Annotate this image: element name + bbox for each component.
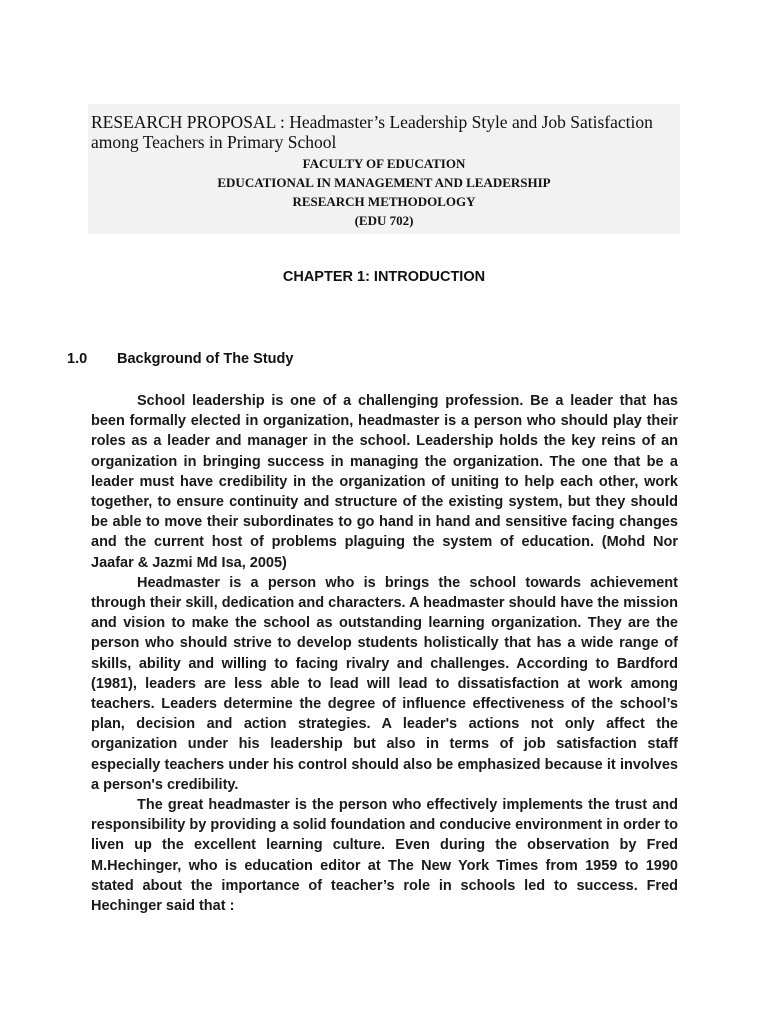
body-text [91, 391, 678, 916]
program-line: EDUCATIONAL IN MANAGEMENT AND LEADERSHIP [217, 175, 551, 190]
section-title: Background of The Study [117, 351, 294, 367]
paragraph: The great headmaster is the person who effectively implements the trust and responsibility by providing a solid foundation and conducive environment in order to liven up the excellent learning culture. Even during the observation by Fred M.Hechinger, who is education editor at The New York Times from 1959 to 1990 stated about the importance of teacher’s role in schools led to success. Fred Hechinger said that : [91, 797, 678, 915]
faculty-line: FACULTY OF EDUCATION [302, 156, 466, 171]
course-code: (EDU 702) [354, 213, 414, 228]
section-number: 1.0 [67, 351, 88, 367]
paragraph: Headmaster is a person who is brings the school towards achievement through their skill, dedication and characters. A headmaster should have the mission and vision to make the school as outstanding learning organization. They are the person who should strive to develop students holistically that has a wide range of skills, ability and willing to facing rivalry and challenges. According to Bardford (1981), leaders are less able to lead will lead to dissatisfaction at work among teachers. Leaders determine the degree of influence effectiveness of the school’s plan, decision and action strategies. A leader's actions not only affect the organization under his leadership but also in terms of job satisfaction staff especially teachers under his control should also be emphasized because it involves a person's credibility. [91, 574, 678, 793]
chapter-heading: CHAPTER 1: INTRODUCTION [282, 269, 486, 285]
paragraph: School leadership is one of a challenging profession. Be a leader that has been formally elected in organization, headmaster is a person who should play their roles as a leader and manager in the school. Leadership holds the key reins of an organization in bringing success in managing the organization. The one that be a leader must have credibility in the organization of uniting to help each other, work together, to ensure continuity and structure of the existing system, but they should be able to move their subordinates to go hand in hand and sensitive facing changes and the current host of problems plaguing the system of education. (Mohd Nor Jaafar & Jazmi Md Isa, 2005) [91, 393, 678, 571]
section-heading [67, 351, 293, 367]
document-title: RESEARCH PROPOSAL : Headmaster’s Leadership Style and Job Satisfaction among Teachers in Primary School [91, 112, 653, 152]
course-line: RESEARCH METHODOLOGY [292, 194, 476, 209]
